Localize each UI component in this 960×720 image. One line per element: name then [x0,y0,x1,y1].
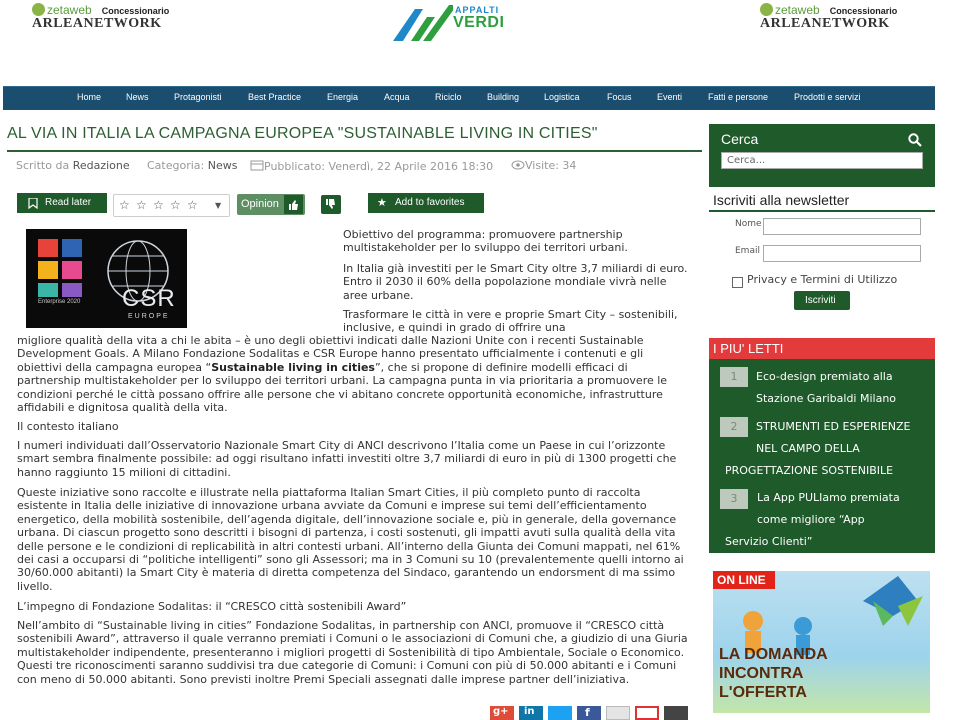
thumbs-down-icon [321,195,341,214]
paragraph-cresco-award: Nell’ambito di “Sustainable living in cities” Fondazione Sodalitas, in partnership con ANCI, promuove il “CRESCO città sostenibili Award”, attraverso il quale verranno premiati i Comuni o le associazioni di Comuni che, a giudizio di una Giuria multistakeholder indipendente, presenteranno i migliori progetti di Sostenibilità di tipo Ambientale, Sociale o Economico. Questi tre riconoscimenti saranno suddivisi tra due categorie di Comuni: i Comuni con più di 50.000 abitanti e i Comuni con meno di 50.000 abitanti. Sono previsti inoltre Premi Speciali assegnati dalle imprese partner dell’iniziativa. [17,619,688,686]
nav-item-home[interactable]: Home [77,92,102,102]
opinion-button[interactable] [237,194,305,215]
campaign-name: Sustainable living in cities [211,360,375,374]
brand-right[interactable] [760,3,897,32]
main-nav [3,86,935,110]
p3-text-b: ”, che si propone di definire modelli efficaci di partnership multistakeholder per lo sviluppo dei territori urbani. La campagna punta in via prioritaria a promuovere le condizioni perché le città possano offrire alle persone che vi abitano concrete opportunità economiche, infrastrutture affidabili e dignitosa qualità della vita. [17,360,668,415]
newsletter-email-field[interactable] [763,245,921,262]
category-meta [147,159,237,172]
most-read-number: 3 [720,489,748,509]
bookmark-icon [28,198,38,209]
zetaweb-icon [760,3,773,16]
eye-icon [511,160,525,170]
most-read-item-2[interactable] [756,416,911,460]
rating-widget[interactable] [113,194,230,217]
most-read-number: 1 [720,367,748,387]
most-read-item-line[interactable]: Servizio Clienti” [725,535,813,548]
nav-item-energia[interactable]: Energia [327,92,359,102]
thumbs-down-button[interactable] [321,195,341,214]
read-later-label: Read later [45,197,92,208]
star-icon: ★ [377,197,387,209]
most-read-item-3[interactable] [757,487,900,531]
newsletter-title: Iscriviti alla newsletter [713,192,850,208]
newsletter-name-label: Nome [735,219,762,229]
paragraph-anci: I numeri individuati dall’Osservatorio Nazionale Smart City di ANCI descrivono l’Italia come un Paese in cui l’orizzonte smart sembra finalmente possibile: ad oggi risultano infatti investiti oltre 3,7 miliardi di euro in più di 1300 progetti che hanno raggiunto 15 milioni di cittadini. [17,439,677,479]
privacy-checkbox[interactable] [732,277,743,288]
newsletter-submit-button[interactable] [794,291,850,310]
most-read-item-line: La App PULIamo premiata [757,491,900,504]
search-input[interactable]: Cerca... [721,152,923,169]
add-to-favorites-button[interactable] [368,193,484,213]
star-icon[interactable]: ☆ [136,198,147,212]
arleanetwork-logo: ARLEANETWORK [32,16,162,31]
brand-left[interactable] [32,3,169,32]
published-date: Pubblicato: Venerdì, 22 Aprile 2016 18:30 [264,160,494,173]
csr-europe-image [26,229,187,328]
intro-paragraph-3 [17,334,689,414]
appalti-verdi-logo[interactable] [393,3,538,43]
thumbs-up-icon [284,195,303,214]
most-read-item-line: STRUMENTI ED ESPERIENZE [756,420,911,433]
intro-paragraph-2: In Italia già investiti per le Smart City oltre 3,7 miliardi di euro. Entro il 2030 il 60% della popolazione mondiale vivrà nelle aree urbane. [343,262,688,302]
most-read-list [709,359,935,553]
logo-verdi-text: VERDI [453,14,505,31]
title-divider [7,150,702,152]
zetaweb-icon [32,3,45,16]
google-plus-icon[interactable]: g+ [490,706,514,720]
appalti-verdi-mark-icon [393,3,453,43]
privacy-terms-link[interactable]: Privacy e Termini di Utilizzo [747,273,898,286]
author-label: Scritto da [16,159,70,172]
calendar-icon [250,159,264,171]
paragraph-italian-smart-cities: Queste iniziative sono raccolte e illustrate nella piattaforma Italian Smart Cities, il più completo punto di raccolta esistente in Italia delle iniziative di innovazione urbana avviate da Comuni e imprese sui temi dell’efficientamento energetico, della mobilità sostenibile, dell’agenda digitale, dell’innovazione sociale e, più in generale, della governance urbana. Di ciascun progetto sono descritti i bisogni di partenza, i costi sostenuti, gli impatti avuti sulla qualità della vita delle persone e le condizioni di replicabilità in altri contesti urbani. All’interno della Giunta dei Comuni mappati, nel 61% dei casi a occuparsi di “politiche intelligenti” sono gli Assessori; ma in 3 Comuni su 10 (prevalentemente quelli intorno ai 30/60.000 abitanti) la Smart City è materia di diretta competenza del Sindaco, garantendo un endorsment di ma ssimo livello. [17,486,684,593]
star-icon[interactable]: ☆ [119,198,130,212]
print-icon[interactable] [664,706,688,720]
pdf-icon[interactable] [635,706,659,720]
author-meta [16,159,130,172]
europe-text: EUROPE [128,313,170,320]
zetaweb-logo-text: zetaweb [775,3,820,17]
linkedin-icon[interactable]: in [519,706,543,720]
ad-line-3: L'OFFERTA [719,684,807,701]
nav-item-prodotti-e-servizi[interactable]: Prodotti e servizi [794,92,861,102]
author-name: Redazione [72,159,130,172]
newsletter-email-label: Email [735,246,760,256]
section-heading-contesto: Il contesto italiano [17,420,119,433]
add-to-favorites-label: Add to favorites [395,197,465,208]
nav-item-riciclo[interactable]: Riciclo [435,92,462,102]
star-icon[interactable]: ☆ [187,198,198,212]
csr-text: CSR [122,285,176,312]
category-link[interactable]: News [207,159,238,172]
most-read-number: 2 [720,417,748,437]
star-icon[interactable]: ☆ [170,198,181,212]
intro-paragraph-1: Obiettivo del programma: promuovere partnership multistakeholder per lo sviluppo dei territori urbani. [343,228,628,255]
email-icon[interactable] [606,706,630,720]
concessionario-label: Concessionario [829,6,898,16]
read-later-button[interactable] [17,193,107,213]
enterprise-2020-label: Enterprise 2020 [38,299,81,305]
most-read-item-1[interactable] [756,366,896,410]
p3-text-a: migliore qualità della vita a chi le abita – è uno degli obiettivi indicati dalle Nazioni Unite con i recenti Sustainable Development Goals. A Milano Fondazione Sodalitas e CSR Europe hanno presentato ufficialmente i contenuti e gli obiettivi della campagna europea “ [17,334,644,374]
newsletter-divider [709,210,935,212]
visits-meta [511,159,576,172]
opinion-label: Opinion [241,198,279,210]
category-label: Categoria: [147,159,205,172]
section-heading-impegno: L’impegno di Fondazione Sodalitas: il “CRESCO città sostenibili Award” [17,600,407,613]
star-icon[interactable]: ☆ [153,198,164,212]
concessionario-label: Concessionario [101,6,170,16]
most-read-item-line[interactable]: PROGETTAZIONE SOSTENIBILE [725,464,894,477]
most-read-item-line: Eco-design premiato alla [756,370,893,383]
online-ad-banner[interactable] [713,571,930,713]
zetaweb-logo-text: zetaweb [47,3,92,17]
nav-item-eventi[interactable]: Eventi [657,92,683,102]
online-badge-text: ON LINE [717,573,766,587]
arleanetwork-logo: ARLEANETWORK [760,16,890,31]
search-panel [709,124,935,187]
caret-down-icon[interactable]: ▼ [215,201,222,210]
most-read-item-line: Stazione Garibaldi Milano [756,392,897,405]
nav-item-best-practice[interactable]: Best Practice [248,92,302,102]
search-icon[interactable] [908,133,922,147]
visits-count: Visite: 34 [525,159,577,172]
most-read-title: I PIU' LETTI [713,341,784,356]
nav-item-news[interactable]: News [126,92,149,102]
nav-item-focus[interactable]: Focus [607,92,632,102]
ad-line-2: INCONTRA [719,665,804,682]
newsletter-name-field[interactable] [763,218,921,235]
ad-line-1: LA DOMANDA [719,646,828,663]
nav-item-acqua[interactable]: Acqua [384,92,410,102]
intro-paragraph-3-start: Trasformare le città in vere e proprie Smart City – sostenibili, inclusive, e quindi in grado di offrire una [343,308,678,335]
nav-item-protagonisti[interactable]: Protagonisti [174,92,222,102]
article-title: AL VIA IN ITALIA LA CAMPAGNA EUROPEA "SUSTAINABLE LIVING IN CITIES" [7,125,598,142]
nav-item-fatti-e-persone[interactable]: Fatti e persone [708,92,769,102]
nav-item-building[interactable]: Building [487,92,520,102]
nav-item-logistica[interactable]: Logistica [544,92,580,102]
newsletter-submit-label: Iscriviti [805,295,836,306]
published-meta [250,159,493,173]
facebook-icon[interactable]: f [577,706,601,720]
most-read-item-line: NEL CAMPO DELLA [756,442,860,455]
twitter-icon[interactable] [548,706,572,720]
logo-appalti-text: APPALTI [455,5,500,15]
most-read-header [709,338,935,359]
most-read-item-line: come migliore “App [757,513,865,526]
search-title: Cerca [721,131,759,147]
